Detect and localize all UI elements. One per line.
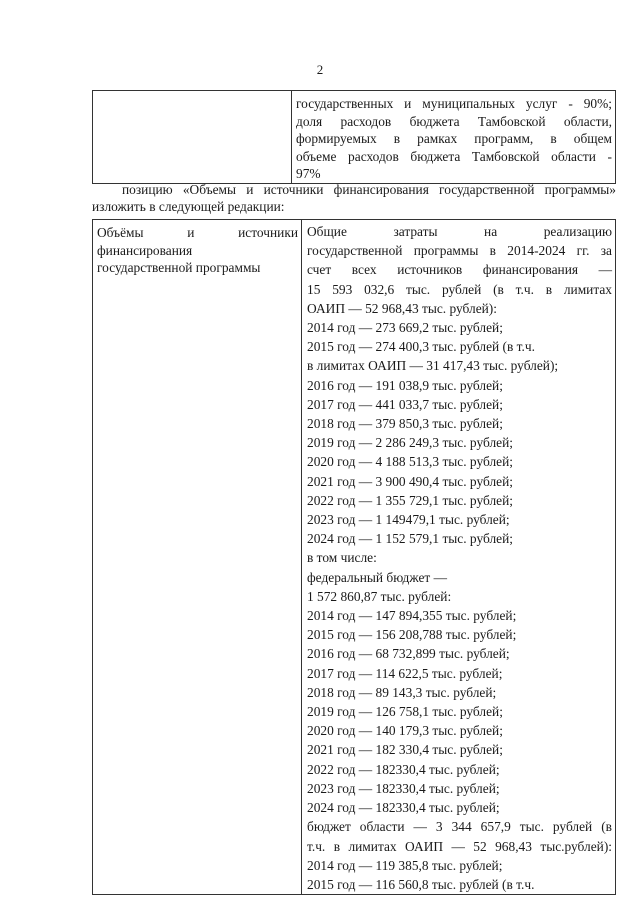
funding-line: 2018 год — 379 850,3 тыс. рублей; xyxy=(307,416,503,432)
top-table-line: формируемых в рамках программ, в общем xyxy=(296,131,612,147)
funding-line: 2018 год — 89 143,3 тыс. рублей; xyxy=(307,684,497,700)
label-line: государственной программы xyxy=(97,260,261,275)
funding-line: счет всех источников финансирования — xyxy=(307,262,612,278)
top-table-right-cell xyxy=(292,91,616,184)
funding-line: 2023 год — 1 149479,1 тыс. рублей; xyxy=(307,512,510,528)
funding-line: в том числе: xyxy=(307,550,377,566)
funding-line: 2017 год — 114 622,5 тыс. рублей; xyxy=(307,665,503,681)
funding-line: 2014 год — 147 894,355 тыс. рублей; xyxy=(307,608,517,624)
funding-line: 2022 год — 182330,4 тыс. рублей; xyxy=(307,761,500,777)
funding-line: 2014 год — 273 669,2 тыс. рублей; xyxy=(307,320,503,336)
funding-line: 2019 год — 126 758,1 тыс. рублей; xyxy=(307,704,503,720)
funding-line: 2020 год — 4 188 513,3 тыс. рублей; xyxy=(307,454,513,470)
top-table-line: 97% xyxy=(296,166,321,182)
funding-line: 2015 год — 156 208,788 тыс. рублей; xyxy=(307,627,517,643)
funding-line: 1 572 860,87 тыс. рублей: xyxy=(307,588,452,604)
intro-paragraph: позицию «Объемы и источники финансирования государственной программы» изложить в следующей редакции: xyxy=(92,182,616,214)
top-table-line: государственных и муниципальных услуг - 90%; xyxy=(296,96,612,111)
funding-table-label-cell xyxy=(93,220,302,895)
funding-line: 2017 год — 441 033,7 тыс. рублей; xyxy=(307,396,503,412)
funding-line: федеральный бюджет — xyxy=(307,569,447,585)
funding-line: 2016 год — 191 038,9 тыс. рублей; xyxy=(307,377,503,393)
funding-line: 2020 год — 140 179,3 тыс. рублей; xyxy=(307,723,503,739)
top-table-line: объеме расходов бюджета Тамбовской области - xyxy=(296,148,612,164)
funding-line: 2024 год — 182330,4 тыс. рублей; xyxy=(307,800,500,816)
funding-line: 2021 год — 3 900 490,4 тыс. рублей; xyxy=(307,473,513,489)
label-line: финансирования xyxy=(97,242,193,258)
funding-line: 2023 год — 182330,4 тыс. рублей; xyxy=(307,780,500,796)
funding-line: 2024 год — 1 152 579,1 тыс. рублей; xyxy=(307,531,513,547)
funding-line: Общие затраты на реализацию xyxy=(307,224,612,239)
funding-table-value-cell xyxy=(302,220,616,895)
top-table-line: доля расходов бюджета Тамбовской области, xyxy=(296,113,612,129)
funding-line: 2015 год — 274 400,3 тыс. рублей (в т.ч. xyxy=(307,339,535,355)
funding-line: 15 593 032,6 тыс. рублей (в т.ч. в лимитах xyxy=(307,281,612,297)
funding-line: 2014 год — 119 385,8 тыс. рублей; xyxy=(307,857,503,873)
funding-line: ОАИП — 52 968,43 тыс. рублей): xyxy=(307,300,497,316)
top-table-left-cell xyxy=(93,91,292,184)
funding-line: 2015 год — 116 560,8 тыс. рублей (в т.ч. xyxy=(307,876,535,892)
funding-line: 2019 год — 2 286 249,3 тыс. рублей; xyxy=(307,435,513,451)
funding-line: т.ч. в лимитах ОАИП — 52 968,43 тыс.рублей): xyxy=(307,838,612,854)
top-table xyxy=(92,90,616,184)
funding-line: 2022 год — 1 355 729,1 тыс. рублей; xyxy=(307,492,513,508)
label-line: Объёмы и источники xyxy=(97,225,298,240)
page-number: 2 xyxy=(316,62,324,77)
funding-line: 2021 год — 182 330,4 тыс. рублей; xyxy=(307,742,503,758)
funding-line: в лимитах ОАИП — 31 417,43 тыс. рублей); xyxy=(307,358,559,374)
funding-table xyxy=(92,219,616,895)
funding-lines xyxy=(302,220,615,894)
funding-line: государственной программы в 2014-2024 гг. за xyxy=(307,243,612,259)
funding-line: бюджет области — 3 344 657,9 тыс. рублей (в xyxy=(307,819,612,835)
funding-line: 2016 год — 68 732,899 тыс. рублей; xyxy=(307,646,510,662)
